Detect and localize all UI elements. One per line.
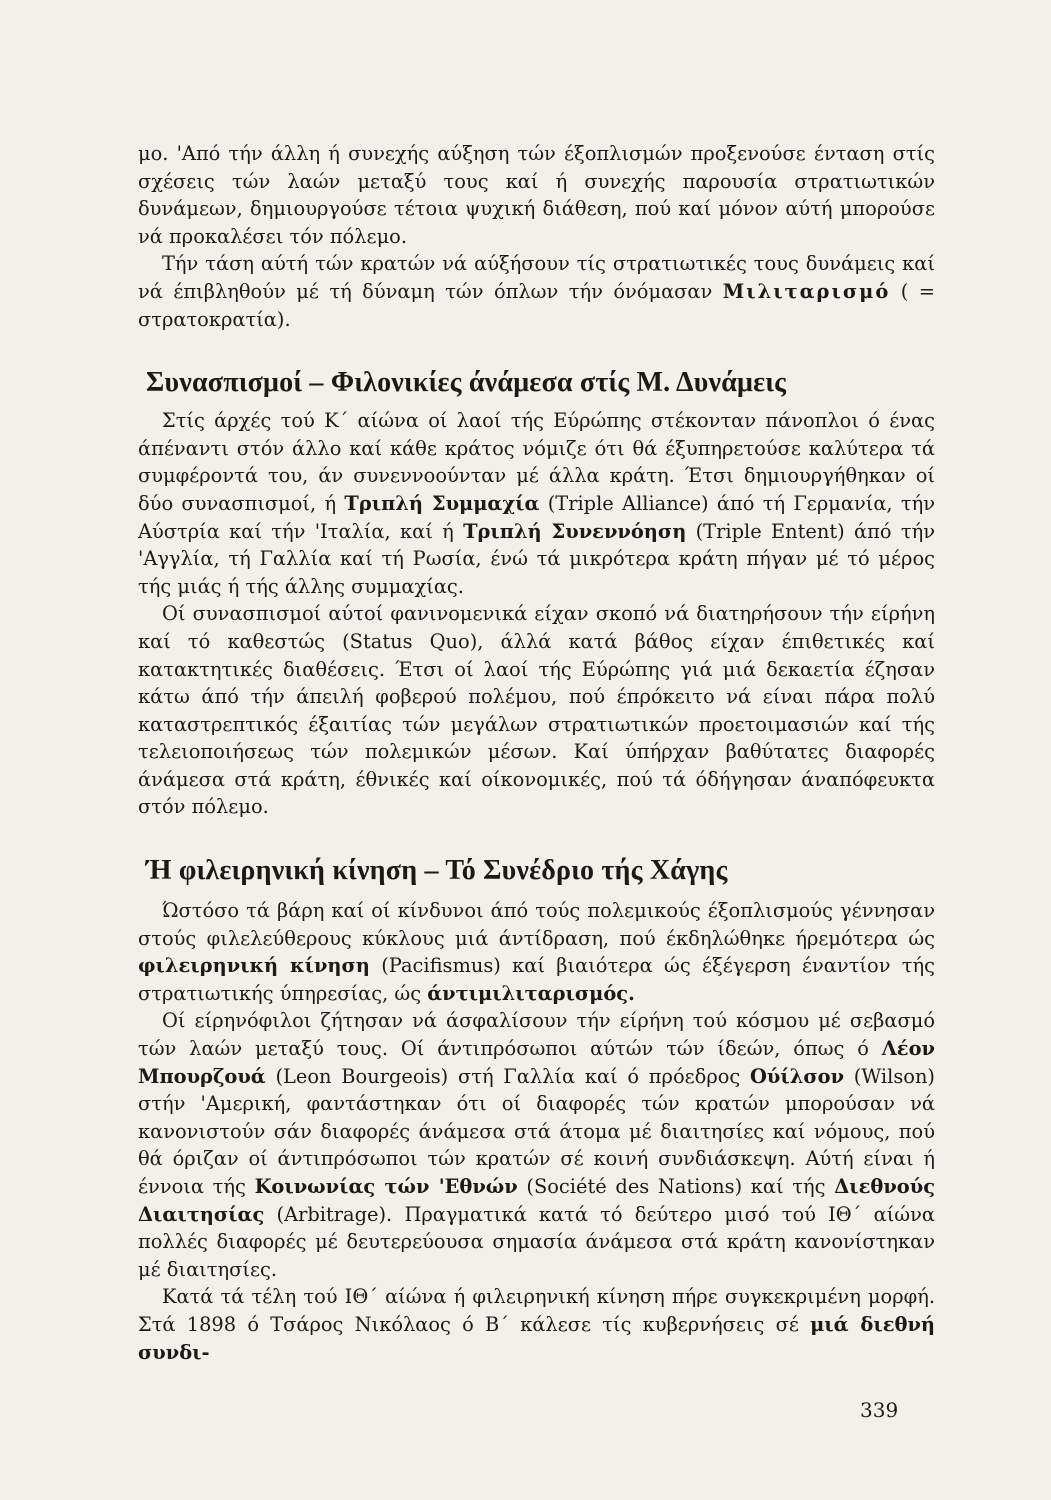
paragraph-5-text-a: Ώστόσο τά βάρη καί οί κίνδυνοι άπό τούς πολεμικούς έξοπλισμούς γέννησαν στούς φιλελεύθερους κύκλους μιά άντίδραση, πού έκδηλώθηκε ήρεμότερα ώς bbox=[138, 899, 935, 950]
paragraph-5 bbox=[138, 897, 935, 1007]
paragraph-1-text: μο. 'Από τήν άλλη ή συνεχής αύξηση τών έξοπλισμών προξενούσε ένταση στίς σχέσεις τών λαών μεταξύ τους καί ή συνεχής παρουσία στρατιωτικών δυνάμεων, δημιουργούσε τέτοια ψυχική διάθεση, πού καί μόνον αύτή μπορούσε νά προκαλέσει τόν πόλεμο. bbox=[138, 142, 935, 248]
term-international-arbitration: Διεθνούς Διαιτησίας bbox=[138, 1175, 936, 1226]
page-number: 339 bbox=[860, 1398, 899, 1422]
paragraph-1 bbox=[138, 140, 935, 250]
term-triple-entente: Τριπλή Συνεννόηση bbox=[463, 519, 687, 543]
term-antimilitarism: άντιμιλιταρισμός. bbox=[427, 981, 635, 1005]
paragraph-6-text-a: Οί είρηνόφιλοι ζήτησαν νά άσφαλίσουν τήν είρήνη τού κόσμου μέ σεβασμό τών λαών μεταξύ τους. Οί άντιπρόσωποι αύτών τών ίδεών, όπως ό bbox=[138, 1009, 935, 1061]
paragraph-6-text-e: (Société des Nations) καί τής bbox=[517, 1175, 835, 1198]
paragraph-3-text-a: Στίς άρχές τού Κ΄ αίώνα οί λαοί τής Εύρώπης στέκονταν πάνοπλοι ό ένας άπέναντι στόν άλλο καί κάθε κράτος νόμιζε ότι θά έξυπηρετούσε καλύτερα τά συμφέροντά του, άν συνεννοούνταν μέ άλλα κράτη. Έτσι δημιουργήθηκαν οί δύο συνασπισμοί, ή bbox=[138, 409, 935, 515]
paragraph-6 bbox=[138, 1007, 935, 1283]
paragraph-6-text-f: (Arbitrage). Πραγματικά κατά τό δεύτερο μισό τού ΙΘ΄ αίώνα πολλές διαφορές μέ δευτερεύουσα σημασία άνάμεσα στά κράτη κανονίστηκαν μέ διαιτησίες. bbox=[138, 1202, 935, 1281]
paragraph-6-text-d: (Wilson) στήν 'Αμερική, φαντάστηκαν ότι οί διαφορές τών κρατών μπορούσαν νά κανονιστούν σάν διαφορές άνάμεσα στά άτομα μέ διαιτησίες καί νόμους, πού θά όριζαν οί άντιπρόσωποι τών κρατών σέ κοινή συνδιάσκεψη. Αύτή είναι ή έννοια τής bbox=[138, 1064, 936, 1198]
paragraph-3-text-c: (Triple Alliance) άπό τή Γερμανία, τήν Αύστρία καί τήν 'Ιταλία, καί ή bbox=[138, 491, 936, 543]
paragraph-2-text: Τήν τάση αύτή τών κρατών νά αύξήσουν τίς στρατιωτικές τους δυνάμεις καί νά έπιβληθούν μέ τή δύναμη τών όπλων τήν όνόμασαν bbox=[138, 252, 935, 303]
paragraph-4 bbox=[138, 600, 935, 821]
term-triple-alliance: Τριπλή Συμμαχία bbox=[344, 491, 540, 515]
paragraph-4-text: Οί συνασπισμοί αύτοί φανινομενικά είχαν σκοπό νά διατηρήσουν τήν είρήνη καί τό καθεστώς (Status Quo), άλλά κατά βάθος είχαν έπιθετικές καί κατακτητικές διαθέσεις. Έτσι οί λαοί τής Εύρώπης γιά μιά δεκαετία έζησαν κάτω άπό τήν άπειλή φοβερού πολέμου, πού έπρόκειτο νά είναι πάρα πολύ καταστρεπτικός έξαιτίας τών μεγάλων στρατιωτικών προετοιμασιών καί τής τελειοποιήσεως τών πολεμικών μέσων. Καί ύπήρχαν βαθύτατες διαφορές άνάμεσα στά κράτη, έθνικές καί οίκονομικές, πού τά όδήγησαν άναπόφευκτα στόν πόλεμο. bbox=[138, 602, 935, 819]
paragraph-7-text-a: Κατά τά τέλη τού ΙΘ΄ αίώνα ή φιλειρηνική κίνηση πήρε συγκεκριμένη μορφή. Στά 1898 ό Τσάρος Νικόλαος ό Β΄ κάλεσε τίς κυβερνήσεις σέ bbox=[138, 1285, 935, 1336]
paragraph-5-text-c: (Pacifismus) καί βιαιότερα ώς έξέγερση έναντίον τής στρατιωτικής ύπηρεσίας, ώς bbox=[138, 954, 935, 1005]
paragraph-2-end: ( = στρατοκρατία). bbox=[138, 279, 936, 331]
paragraph-3-text-d: (Triple Entent) άπό τήν 'Αγγλία, τή Γαλλία καί τή Ρωσία, ένώ τά μικρότερα κράτη πήγαν μέ τό μέρος τής μιάς ή τής άλλης συμμαχίας. bbox=[138, 519, 935, 598]
paragraph-6-text-c: (Leon Bourgeois) στή Γαλλία καί ό πρόεδρος bbox=[265, 1064, 751, 1088]
term-pacifism: φιλειρηνική κίνηση bbox=[138, 954, 370, 978]
term-leon-bourgeois: Λέον Μπουρζουά bbox=[138, 1037, 935, 1088]
paragraph-3 bbox=[138, 407, 935, 600]
paragraph-2 bbox=[138, 250, 935, 333]
term-league-of-nations: Κοινωνίας τών 'Εθνών bbox=[254, 1175, 518, 1198]
term-militarism: Μιλιταρισμό bbox=[722, 279, 891, 303]
term-international-conference: μιά διεθνή συνδι- bbox=[138, 1312, 936, 1364]
term-wilson: Ούίλσον bbox=[750, 1064, 845, 1088]
section-heading-peace-movement: Ή φιλειρηνική κίνηση – Τό Συνέδριο τής Χάγης bbox=[146, 855, 728, 887]
paragraph-7 bbox=[138, 1283, 935, 1366]
section-heading-alliances: Συνασπισμοί – Φιλονικίες άνάμεσα στίς Μ. Δυνάμεις bbox=[146, 367, 787, 399]
